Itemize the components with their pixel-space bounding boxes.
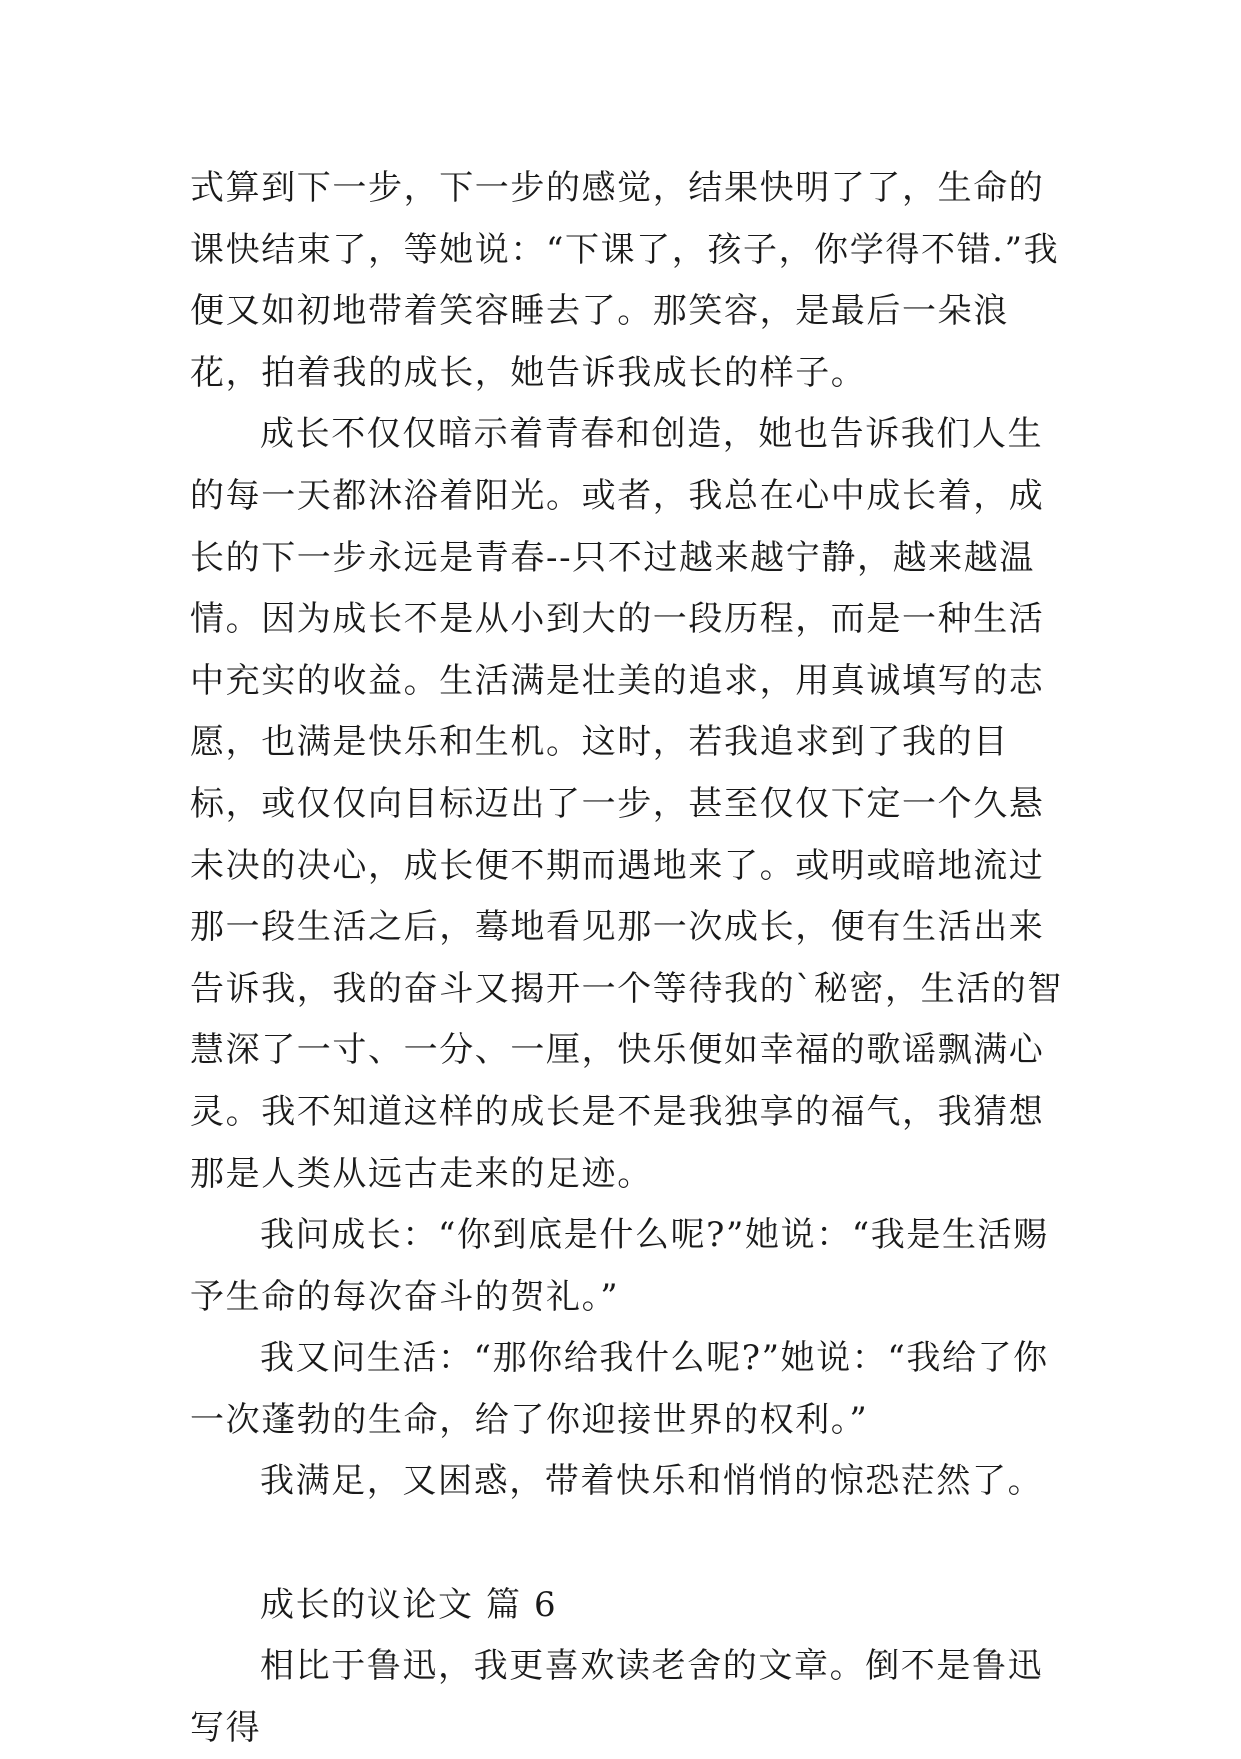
paragraph-growth: 成长不仅仅暗示着青春和创造，她也告诉我们人生的每一天都沐浴着阳光。或者，我总在心中成长着，成长的下一步永远是青春--只不过越来越宁静，越来越温情。因为成长不是从小到大的一段历程，而是一种生活中充实的收益。生活满是壮美的追求，用真诚填写的志愿，也满是快乐和生机。这时，若我追求到了我的目标，或仅仅向目标迈出了一步，甚至仅仅下定一个久悬未决的决心，成长便不期而遇地来了。或明或暗地流过那一段生活之后，蓦地看见那一次成长，便有生活出来告诉我，我的奋斗又揭开一个等待我的`秘密，生活的智慧深了一寸、一分、一厘，快乐便如幸福的歌谣飘满心灵。我不知道这样的成长是不是我独享的福气，我猜想那是人类从远古走来的足迹。 bbox=[190, 414, 1063, 1194]
paragraph-satisfied: 我满足，又困惑，带着快乐和悄悄的惊恐茫然了。 bbox=[260, 1461, 1044, 1502]
document-body bbox=[190, 158, 1066, 1759]
blank-line bbox=[190, 1513, 1066, 1575]
paragraph-ask-life: 我又问生活：“那你给我什么呢?”她说：“我给了你一次蓬勃的生命，给了你迎接世界的权利。” bbox=[190, 1338, 1049, 1440]
paragraph-ask-growth: 我问成长：“你到底是什么呢?”她说：“我是生活赐予生命的每次奋斗的贺礼。” bbox=[190, 1215, 1049, 1317]
paragraph-continuation: 式算到下一步，下一步的感觉，结果快明了了，生命的课快结束了，等她说：“下课了，孩子，你学得不错.”我便又如初地带着笑容睡去了。那笑容，是最后一朵浪花，拍着我的成长，她告诉我成长的样子。 bbox=[190, 168, 1060, 393]
paragraph-lu-xun: 相比于鲁迅，我更喜欢读老舍的文章。倒不是鲁迅写得 bbox=[190, 1646, 1044, 1748]
section-heading: 成长的议论文 篇 6 bbox=[260, 1584, 558, 1625]
